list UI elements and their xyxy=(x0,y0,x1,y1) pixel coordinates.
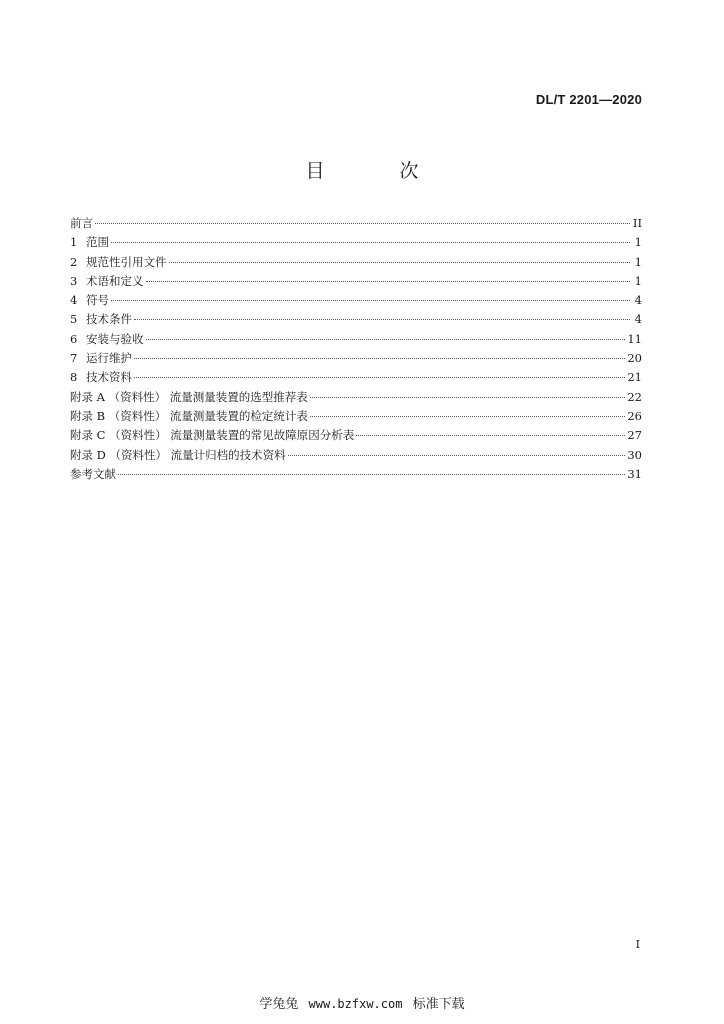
toc-dot-leader xyxy=(111,242,630,243)
toc-entry-page: 30 xyxy=(627,447,642,462)
toc-entry-page: 21 xyxy=(627,370,642,385)
footer-site-name: 学兔兔 xyxy=(259,997,299,1012)
toc-dot-leader xyxy=(288,455,626,456)
toc-entry-label: 附录 B （资料性） 流量测量装置的检定统计表 xyxy=(70,408,308,423)
toc-entry-page: 4 xyxy=(634,293,642,308)
toc-entry-label: 安装与验收 xyxy=(86,331,144,346)
standard-code: DL/T 2201—2020 xyxy=(535,92,642,107)
toc-dot-leader xyxy=(134,319,630,320)
toc-entry-number: 4 xyxy=(70,293,78,308)
footer-tagline: 标准下载 xyxy=(412,997,465,1012)
footer-url: www.bzfxw.com xyxy=(308,997,403,1011)
toc-entry-label: 范围 xyxy=(86,235,109,250)
toc-entry[interactable] xyxy=(70,233,642,252)
toc-entry-label: 附录 C （资料性） 流量测量装置的常见故障原因分析表 xyxy=(70,428,355,443)
toc-entry[interactable] xyxy=(70,214,642,233)
toc-entry[interactable] xyxy=(70,465,642,484)
toc-entry-label: 参考文献 xyxy=(70,466,116,481)
toc-entry-page: 1 xyxy=(634,254,642,269)
toc-entry[interactable] xyxy=(70,330,642,349)
toc-entry-number: 5 xyxy=(70,312,78,327)
toc-entry[interactable] xyxy=(70,426,642,445)
toc-entry-label: 运行维护 xyxy=(86,351,132,366)
toc-entry-label: 技术条件 xyxy=(86,312,132,327)
toc-entry-label: 附录 A （资料性） 流量测量装置的选型推荐表 xyxy=(70,389,308,404)
toc-entry[interactable] xyxy=(70,407,642,426)
toc-dot-leader xyxy=(310,397,626,398)
toc-dot-leader xyxy=(310,416,625,417)
toc-entry-page: 1 xyxy=(634,273,642,288)
toc-entry[interactable] xyxy=(70,349,642,368)
toc-entry-page: 31 xyxy=(627,466,642,481)
toc-entry-page: II xyxy=(632,216,642,230)
toc-entry-label: 规范性引用文件 xyxy=(86,254,167,269)
toc-entry[interactable] xyxy=(70,291,642,310)
table-of-contents xyxy=(70,214,642,484)
toc-entry-page: 26 xyxy=(627,408,642,423)
toc-entry-page: 11 xyxy=(627,331,642,346)
toc-entry-label: 前言 xyxy=(70,216,93,230)
toc-entry-number: 7 xyxy=(70,351,78,366)
toc-entry[interactable] xyxy=(70,310,642,329)
toc-entry-label: 术语和定义 xyxy=(86,273,144,288)
toc-entry[interactable] xyxy=(70,446,642,465)
toc-entry-label: 技术资料 xyxy=(86,370,132,385)
toc-entry-label: 附录 D （资料性） 流量计归档的技术资料 xyxy=(70,447,286,462)
toc-entry[interactable] xyxy=(70,272,642,291)
toc-entry[interactable] xyxy=(70,368,642,387)
toc-entry-page: 27 xyxy=(627,428,642,443)
toc-entry-page: 4 xyxy=(634,312,642,327)
toc-entry-number: 6 xyxy=(70,331,78,346)
toc-entry-number: 3 xyxy=(70,273,78,288)
toc-dot-leader xyxy=(146,281,631,282)
toc-entry-page: 1 xyxy=(634,235,642,250)
toc-entry-number: 1 xyxy=(70,235,78,250)
toc-entry-number: 8 xyxy=(70,370,78,385)
toc-entry-page: 20 xyxy=(627,351,642,366)
toc-dot-leader xyxy=(134,377,625,378)
page-number: I xyxy=(635,938,640,951)
toc-entry[interactable] xyxy=(70,253,642,272)
toc-entry-number: 2 xyxy=(70,254,78,269)
toc-entry-page: 22 xyxy=(627,389,642,404)
toc-entry[interactable] xyxy=(70,388,642,407)
toc-dot-leader xyxy=(169,262,631,263)
toc-dot-leader xyxy=(146,339,626,340)
toc-dot-leader xyxy=(95,223,630,224)
toc-dot-leader xyxy=(356,435,625,436)
toc-dot-leader xyxy=(111,300,630,301)
toc-entry-label: 符号 xyxy=(86,293,109,308)
toc-dot-leader xyxy=(134,358,625,359)
footer xyxy=(0,993,724,1012)
toc-dot-leader xyxy=(118,474,625,475)
page-title: 目 次 xyxy=(305,160,447,182)
